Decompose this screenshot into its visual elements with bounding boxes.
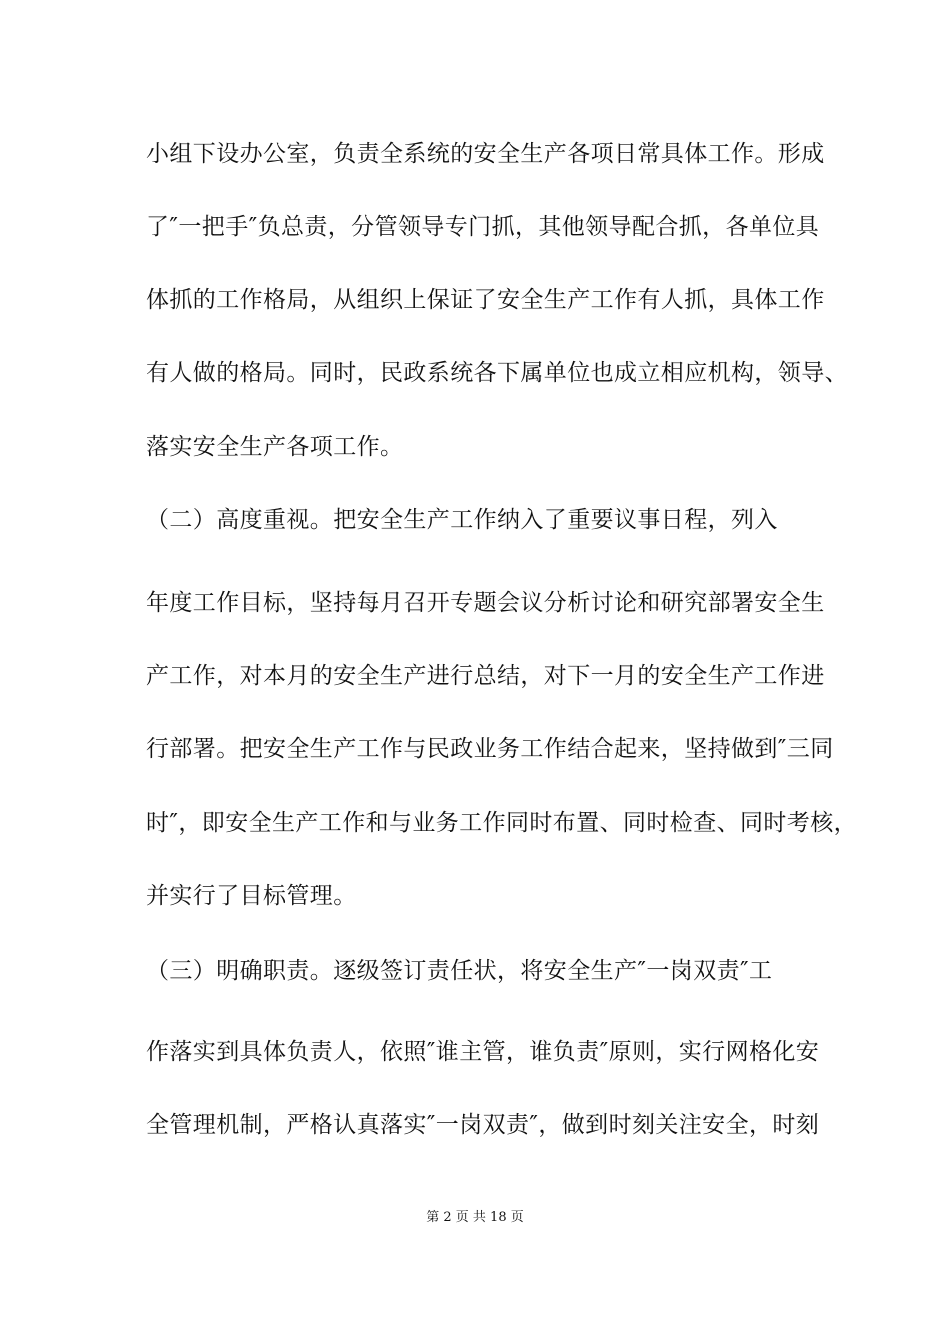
text-line: 并实行了目标管理。 [146,883,357,909]
page-number-label: 第 2 页 共 18 页 [426,1210,524,1225]
text-line: 全管理机制，严格认真落实″一岗双责″，做到时刻关注安全，时刻 [146,1112,820,1138]
text-line: （三）明确职责。逐级签订责任状，将安全生产″一岗双责″工 [146,958,773,984]
text-line: 落实安全生产各项工作。 [146,434,404,460]
text-line: 了″一把手″负总责，分管领导专门抓，其他领导配合抓，各单位具 [146,214,820,240]
page-footer [0,1209,950,1227]
text-line: （二）高度重视。把安全生产工作纳入了重要议事日程，列入 [146,507,778,533]
text-line: 体抓的工作格局，从组织上保证了安全生产工作有人抓，具体工作 [146,287,825,313]
text-line: 产工作，对本月的安全生产进行总结，对下一月的安全生产工作进 [146,663,825,689]
text-line: 行部署。把安全生产工作与民政业务工作结合起来，坚持做到″三同 [146,736,834,762]
text-line: 有人做的格局。同时，民政系统各下属单位也成立相应机构，领导、 [146,360,848,386]
text-line: 年度工作目标，坚持每月召开专题会议分析讨论和研究部署安全生 [146,590,825,616]
text-line: 作落实到具体负责人，依照″谁主管，谁负责″原则，实行网格化安 [146,1039,820,1065]
text-line: 小组下设办公室，负责全系统的安全生产各项日常具体工作。形成 [146,141,825,167]
text-line: 时″，即安全生产工作和与业务工作同时布置、同时检查、同时考核， [146,810,857,836]
